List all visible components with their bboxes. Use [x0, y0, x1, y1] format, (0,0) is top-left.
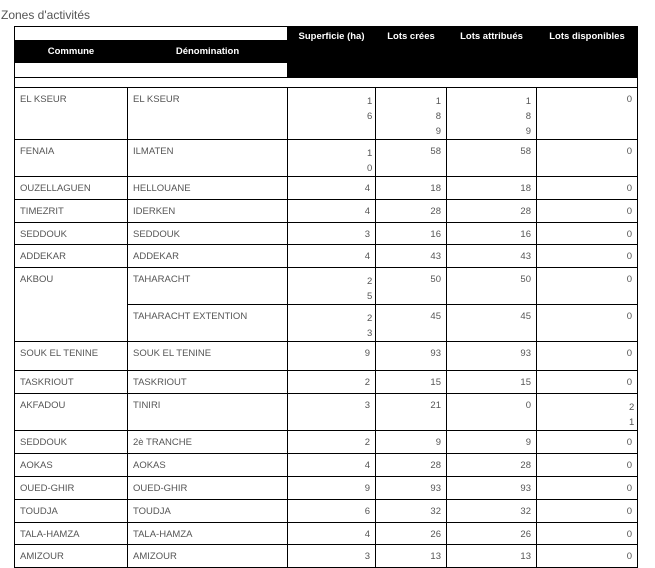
- cell-denomination: [128, 223, 288, 245]
- cell-lots-disponibles: [537, 140, 638, 177]
- header-denomination: Dénomination: [128, 41, 288, 63]
- cell-superficie-value: 2: [364, 437, 370, 448]
- cell-lots-attribues-value: 93: [520, 483, 531, 494]
- cell-commune-value: AKFADOU: [20, 400, 66, 411]
- cell-lots-crees: [376, 200, 447, 223]
- cell-commune: [15, 523, 128, 545]
- cell-denomination: [128, 200, 288, 223]
- zones-table: [14, 26, 638, 568]
- cell-commune: [15, 268, 128, 342]
- cell-lots-attribues-value: 50: [520, 274, 531, 285]
- cell-lots-crees: [376, 454, 447, 477]
- table-caption: Zones d'activités: [1, 8, 90, 22]
- cell-superficie: [288, 454, 376, 477]
- cell-superficie-value: 4: [364, 251, 370, 262]
- cell-superficie: [288, 268, 376, 305]
- header-lots-crees: Lots crées: [376, 27, 447, 78]
- header-lots-disponibles: Lots disponibles: [537, 27, 638, 78]
- cell-denomination: [128, 477, 288, 500]
- cell-lots-disponibles-value: 0: [626, 183, 632, 194]
- cell-commune: [15, 477, 128, 500]
- table-row: [15, 545, 638, 568]
- cell-lots-attribues: [447, 223, 537, 245]
- cell-lots-crees: [376, 477, 447, 500]
- cell-lots-attribues-value: 9: [525, 437, 531, 448]
- table-row: [15, 342, 638, 371]
- cell-superficie-value: 2: [364, 377, 370, 388]
- cell-denomination: [128, 177, 288, 200]
- cell-lots-crees-value: 28: [430, 206, 441, 217]
- cell-lots-disponibles-value: 0: [626, 551, 632, 562]
- cell-lots-attribues: [447, 545, 537, 568]
- cell-lots-crees-value: 15: [430, 377, 441, 388]
- cell-superficie: [288, 523, 376, 545]
- cell-denomination-value: EL KSEUR: [133, 94, 180, 105]
- cell-superficie: [288, 394, 376, 431]
- cell-lots-attribues-value: 189: [525, 96, 531, 137]
- cell-lots-disponibles: [537, 88, 638, 140]
- cell-commune: [15, 140, 128, 177]
- cell-lots-attribues: [447, 140, 537, 177]
- table-row: [15, 177, 638, 200]
- cell-lots-disponibles-value: 0: [626, 311, 632, 322]
- cell-lots-crees: [376, 268, 447, 305]
- cell-lots-disponibles: [537, 500, 638, 523]
- cell-lots-attribues: [447, 431, 537, 454]
- cell-denomination-value: SOUK EL TENINE: [133, 348, 212, 359]
- cell-lots-attribues: [447, 342, 537, 371]
- cell-commune: [15, 223, 128, 245]
- cell-lots-attribues-value: 0: [525, 400, 531, 411]
- cell-lots-disponibles: [537, 523, 638, 545]
- table-row: [15, 477, 638, 500]
- cell-denomination: [128, 268, 288, 305]
- cell-lots-crees-value: 93: [430, 483, 441, 494]
- cell-denomination: [128, 140, 288, 177]
- cell-lots-disponibles-value: 0: [626, 251, 632, 262]
- cell-commune: [15, 371, 128, 394]
- cell-lots-crees-value: 13: [430, 551, 441, 562]
- cell-denomination: [128, 394, 288, 431]
- cell-superficie-value: 3: [364, 400, 370, 411]
- cell-superficie: [288, 223, 376, 245]
- cell-lots-crees: [376, 545, 447, 568]
- cell-commune-value: OUZELLAGUEN: [20, 183, 91, 194]
- cell-denomination: [128, 454, 288, 477]
- cell-commune: [15, 431, 128, 454]
- cell-lots-crees-value: 45: [430, 311, 441, 322]
- table-row: [15, 245, 638, 268]
- table-row: [15, 371, 638, 394]
- cell-superficie-value: 9: [364, 348, 370, 359]
- cell-lots-crees: [376, 394, 447, 431]
- cell-lots-disponibles-value: 0: [626, 94, 632, 105]
- cell-commune: [15, 200, 128, 223]
- cell-lots-attribues-value: 26: [520, 529, 531, 540]
- cell-lots-crees-value: 43: [430, 251, 441, 262]
- cell-lots-disponibles-value: 0: [626, 483, 632, 494]
- cell-superficie: [288, 305, 376, 342]
- cell-lots-attribues: [447, 177, 537, 200]
- cell-lots-crees-value: 26: [430, 529, 441, 540]
- cell-superficie-value: 6: [364, 506, 370, 517]
- cell-denomination: [128, 523, 288, 545]
- cell-lots-disponibles-value: 0: [626, 437, 632, 448]
- cell-commune-value: TASKRIOUT: [20, 377, 74, 388]
- header-lots-attribues: Lots attribués: [447, 27, 537, 78]
- cell-superficie-value: 10: [367, 148, 373, 174]
- table-row: [15, 394, 638, 431]
- cell-lots-crees-value: 50: [430, 274, 441, 285]
- cell-superficie: [288, 477, 376, 500]
- cell-denomination-value: IDERKEN: [133, 206, 176, 217]
- cell-commune-value: AKBOU: [20, 274, 54, 285]
- table-row: [15, 431, 638, 454]
- cell-commune-value: TIMEZRIT: [20, 206, 64, 217]
- cell-lots-crees: [376, 500, 447, 523]
- cell-denomination-value: ADDEKAR: [133, 251, 179, 262]
- cell-commune-value: ADDEKAR: [20, 251, 66, 262]
- cell-lots-crees-value: 18: [430, 183, 441, 194]
- cell-superficie-value: 9: [364, 483, 370, 494]
- cell-superficie-value: 4: [364, 206, 370, 217]
- cell-lots-attribues: [447, 523, 537, 545]
- cell-superficie-value: 4: [364, 460, 370, 471]
- cell-lots-attribues: [447, 268, 537, 305]
- cell-commune: [15, 177, 128, 200]
- cell-lots-disponibles: [537, 305, 638, 342]
- header-commune: Commune: [15, 41, 128, 63]
- cell-commune-value: OUED-GHIR: [20, 483, 75, 494]
- cell-denomination-value: TASKRIOUT: [133, 377, 187, 388]
- cell-lots-disponibles-value: 0: [626, 229, 632, 240]
- cell-lots-disponibles-value: 0: [626, 506, 632, 517]
- header-blank: [15, 27, 288, 41]
- cell-denomination-value: AMIZOUR: [133, 551, 177, 562]
- cell-lots-crees-value: 21: [430, 400, 441, 411]
- cell-superficie: [288, 88, 376, 140]
- cell-denomination-value: TAHARACHT EXTENTION: [133, 311, 248, 322]
- cell-denomination-value: TOUDJA: [133, 506, 171, 517]
- cell-commune-value: SEDDOUK: [20, 229, 67, 240]
- cell-commune: [15, 500, 128, 523]
- cell-commune-value: SOUK EL TENINE: [20, 348, 99, 359]
- cell-lots-disponibles-value: 0: [626, 460, 632, 471]
- cell-superficie-value: 23: [367, 313, 373, 339]
- cell-commune: [15, 245, 128, 268]
- cell-lots-disponibles: [537, 245, 638, 268]
- cell-lots-crees: [376, 305, 447, 342]
- cell-lots-crees: [376, 177, 447, 200]
- cell-lots-crees-value: 9: [435, 437, 441, 448]
- cell-commune-value: TALA-HAMZA: [20, 529, 80, 540]
- cell-denomination-value: AOKAS: [133, 460, 166, 471]
- cell-lots-disponibles-value: 0: [626, 377, 632, 388]
- cell-lots-attribues-value: 43: [520, 251, 531, 262]
- cell-lots-disponibles: [537, 268, 638, 305]
- cell-denomination-value: TAHARACHT: [133, 274, 191, 285]
- cell-lots-attribues: [447, 394, 537, 431]
- cell-lots-crees: [376, 140, 447, 177]
- cell-superficie: [288, 200, 376, 223]
- cell-lots-crees-value: 189: [435, 96, 441, 137]
- cell-lots-disponibles-value: 0: [626, 529, 632, 540]
- cell-commune: [15, 545, 128, 568]
- cell-superficie: [288, 342, 376, 371]
- cell-superficie-value: 16: [367, 96, 373, 122]
- cell-commune-value: TOUDJA: [20, 506, 58, 517]
- cell-lots-attribues-value: 93: [520, 348, 531, 359]
- cell-denomination-value: ILMATEN: [133, 146, 174, 157]
- cell-lots-attribues-value: 45: [520, 311, 531, 322]
- cell-lots-crees-value: 93: [430, 348, 441, 359]
- cell-lots-disponibles: [537, 200, 638, 223]
- cell-lots-crees: [376, 88, 447, 140]
- cell-superficie: [288, 140, 376, 177]
- cell-lots-disponibles-value: 0: [626, 274, 632, 285]
- cell-denomination: [128, 88, 288, 140]
- table-row: [15, 223, 638, 245]
- cell-denomination-value: SEDDOUK: [133, 229, 180, 240]
- cell-lots-attribues: [447, 477, 537, 500]
- cell-lots-disponibles: [537, 394, 638, 431]
- cell-lots-disponibles-value: 0: [626, 146, 632, 157]
- cell-denomination: [128, 342, 288, 371]
- cell-lots-attribues: [447, 371, 537, 394]
- cell-lots-attribues: [447, 500, 537, 523]
- cell-commune: [15, 88, 128, 140]
- cell-commune: [15, 342, 128, 371]
- cell-superficie: [288, 431, 376, 454]
- cell-superficie-value: 25: [367, 276, 373, 302]
- cell-commune-value: FENAIA: [20, 146, 55, 157]
- cell-denomination-value: TINIRI: [133, 400, 161, 411]
- header-blank-lower: [15, 63, 288, 78]
- cell-lots-attribues-value: 28: [520, 460, 531, 471]
- cell-lots-crees: [376, 223, 447, 245]
- cell-denomination: [128, 305, 288, 342]
- cell-lots-attribues-value: 58: [520, 146, 531, 157]
- table-row: [15, 200, 638, 223]
- cell-superficie: [288, 545, 376, 568]
- cell-lots-attribues: [447, 454, 537, 477]
- cell-lots-disponibles: [537, 342, 638, 371]
- cell-lots-attribues: [447, 88, 537, 140]
- table-row: [15, 88, 638, 140]
- cell-superficie: [288, 500, 376, 523]
- cell-denomination: [128, 371, 288, 394]
- cell-denomination: [128, 431, 288, 454]
- cell-lots-crees: [376, 523, 447, 545]
- cell-lots-attribues-value: 15: [520, 377, 531, 388]
- cell-denomination: [128, 245, 288, 268]
- cell-lots-disponibles-value: 21: [629, 402, 635, 428]
- cell-lots-crees-value: 32: [430, 506, 441, 517]
- cell-lots-crees-value: 28: [430, 460, 441, 471]
- table-row: [15, 454, 638, 477]
- cell-lots-attribues-value: 32: [520, 506, 531, 517]
- cell-lots-crees-value: 16: [430, 229, 441, 240]
- cell-lots-crees-value: 58: [430, 146, 441, 157]
- cell-lots-disponibles: [537, 545, 638, 568]
- cell-commune-value: SEDDOUK: [20, 437, 67, 448]
- cell-lots-attribues: [447, 245, 537, 268]
- header-superficie: Superficie (ha): [288, 27, 376, 78]
- cell-lots-attribues: [447, 305, 537, 342]
- table-row: [15, 140, 638, 177]
- cell-commune: [15, 394, 128, 431]
- cell-lots-disponibles: [537, 477, 638, 500]
- cell-lots-attribues: [447, 200, 537, 223]
- cell-denomination-value: OUED-GHIR: [133, 483, 188, 494]
- cell-superficie-value: 4: [364, 183, 370, 194]
- cell-denomination-value: 2è TRANCHE: [133, 437, 192, 448]
- cell-lots-crees: [376, 245, 447, 268]
- cell-lots-crees: [376, 371, 447, 394]
- cell-denomination-value: HELLOUANE: [133, 183, 191, 194]
- cell-lots-attribues-value: 16: [520, 229, 531, 240]
- cell-lots-attribues-value: 28: [520, 206, 531, 217]
- cell-lots-attribues-value: 13: [520, 551, 531, 562]
- table-row: [15, 500, 638, 523]
- cell-lots-disponibles-value: 0: [626, 348, 632, 359]
- table-row: [15, 268, 638, 305]
- cell-commune: [15, 454, 128, 477]
- cell-superficie: [288, 245, 376, 268]
- cell-lots-disponibles: [537, 223, 638, 245]
- cell-lots-disponibles: [537, 177, 638, 200]
- cell-lots-attribues-value: 18: [520, 183, 531, 194]
- cell-denomination-value: TALA-HAMZA: [133, 529, 193, 540]
- table-row: [15, 523, 638, 545]
- cell-superficie: [288, 371, 376, 394]
- cell-lots-disponibles: [537, 431, 638, 454]
- cell-superficie-value: 3: [364, 229, 370, 240]
- cell-commune-value: AMIZOUR: [20, 551, 64, 562]
- cell-lots-disponibles: [537, 371, 638, 394]
- cell-denomination: [128, 500, 288, 523]
- cell-superficie: [288, 177, 376, 200]
- cell-superficie-value: 3: [364, 551, 370, 562]
- cell-commune-value: AOKAS: [20, 460, 53, 471]
- cell-superficie-value: 4: [364, 529, 370, 540]
- cell-denomination: [128, 545, 288, 568]
- cell-lots-crees: [376, 342, 447, 371]
- cell-lots-disponibles-value: 0: [626, 206, 632, 217]
- cell-commune-value: EL KSEUR: [20, 94, 67, 105]
- cell-lots-disponibles: [537, 454, 638, 477]
- cell-lots-crees: [376, 431, 447, 454]
